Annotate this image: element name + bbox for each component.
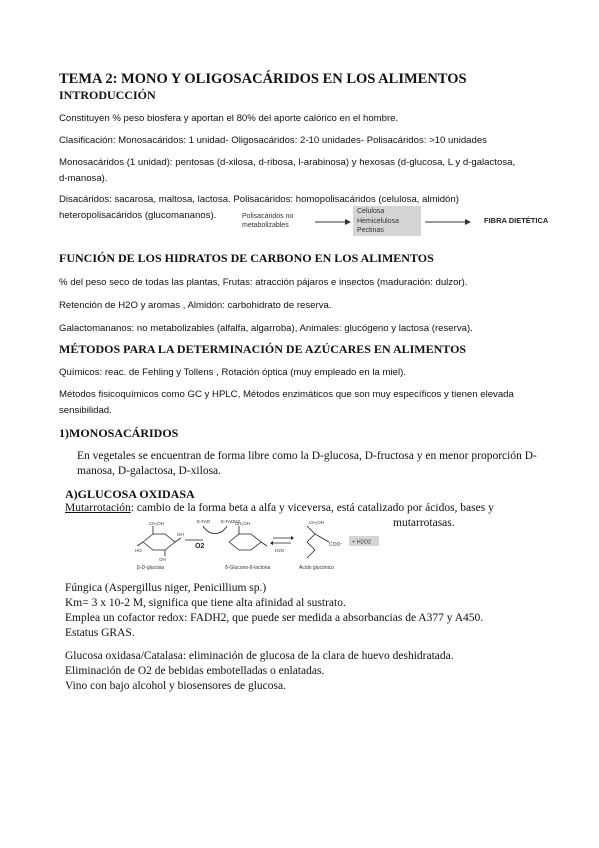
svg-text:OH: OH [177,532,184,537]
intro-paragraph-2: Clasificación: Monosacáridos: 1 unidad- Oligosacáridos: 2-10 unidades- Polisacáridos: >10 unidades [59,135,487,146]
metodos-heading: MÉTODOS PARA LA DETERMINACIÓN DE AZÚCARES EN ALIMENTOS [59,342,467,356]
fibre-components-box [353,206,421,236]
fibre-diagram-label-line-1: Polisacáridos no [242,213,294,220]
properties-line-2: Km= 3 x 10-2 M, significa que tiene alta afinidad al sustrato. [65,597,346,609]
intro-paragraph-4-line-2: heteropolisacáridos (glucomananos). [59,210,217,221]
funcion-heading: FUNCIÓN DE LOS HIDRATOS DE CARBONO EN LOS ALIMENTOS [59,251,434,265]
metodos-paragraph-2-line-1: Métodos fisicoquímicos como GC y HPLC, Métodos enzimáticos que son muy específicos y tienen elevada [59,389,514,400]
monosacaridos-paragraph-line-1: En vegetales se encuentran de forma libre como la D-glucosa, D-fructosa y en menor proporción D- [77,450,537,462]
fibre-diagram-label [242,212,293,230]
mutarrotacion-label: Mutarrotación [65,502,131,514]
intro-paragraph-3-line-2: d-manosa). [59,173,108,184]
properties-line-1: Fúngica (Aspergillus niger, Penicillium sp.) [65,582,267,594]
funcion-paragraph-2: Retención de H2O y aromas , Almidón: carbohidrato de reserva. [59,300,332,311]
scheme-label-lactone: δ-Glucono-δ-lactona [225,565,271,571]
svg-text:COO⁻: COO⁻ [329,542,344,548]
scheme-label-gluconic: Ácido glucónico [299,565,335,571]
properties-line-4: Estatus GRAS. [65,627,135,639]
uses-line-1: Glucosa oxidasa/Catalasa: eliminación de glucosa de la clara de huevo deshidratada. [65,650,454,662]
intro-heading: INTRODUCCIÓN [59,88,156,102]
svg-text:HO: HO [135,548,142,553]
mutarrotacion-line [65,501,494,516]
metodos-paragraph-1: Químicos: reac. de Fehling y Tollens , Rotación óptica (muy empleado en la miel). [59,367,406,378]
gluconolactone-ring [229,526,267,550]
metodos-paragraph-2-line-2: sensibilidad. [59,405,112,416]
beta-d-glucose-ring [137,526,181,556]
scheme-o2: O2 [195,543,205,550]
uses-line-2: Eliminación de O2 de bebidas embotelladas o enlatadas. [65,665,325,677]
funcion-paragraph-1: % del peso seco de todas las plantas, Frutas: atracción pájaros e insectos (maduración: dulzor). [59,277,468,288]
document-title: TEMA 2: MONO Y OLIGOSACÁRIDOS EN LOS ALIMENTOS [59,71,467,87]
monosacaridos-heading: 1)MONOSACÁRIDOS [59,426,179,440]
gluconic-acid-chain [307,526,329,558]
intro-paragraph-3-line-1: Monosacáridos (1 unidad): pentosas (d-xilosa, d-ribosa, l-arabinosa) y hexosas (d-glucosa, L y d-galactosa, [59,157,516,168]
scheme-fad-cycle-arrow [203,526,227,534]
scheme-h2o2: + H2O2 [352,539,372,546]
glucose-oxidase-reaction-scheme [133,516,393,572]
fibre-arrow-1-icon [313,216,353,228]
scheme-label-glucose: β-D-glucosa [137,565,165,571]
mutarrotacion-tail: mutarrotasas. [393,517,455,529]
svg-text:CH₂OH: CH₂OH [235,521,250,526]
fibre-component-celulosa: Celulosa [357,208,385,215]
fibre-arrow-2-icon [423,216,473,228]
scheme-fadh2: E-FADH2 [221,519,241,524]
monosacaridos-paragraph-line-2: manosa, D-galactosa, D-xilosa. [77,465,222,477]
uses-line-3: Vino con bajo alcohol y biosensores de glucosa. [65,680,286,692]
fibre-component-pectinas: Pectinas [357,227,384,234]
funcion-paragraph-3: Galactomananos: no metabolizables (alfalfa, algarroba), Animales: glucógeno y lactosa (reserva). [59,323,473,334]
svg-text:CH₂OH: CH₂OH [309,520,324,525]
glucosa-oxidasa-heading: A)GLUCOSA OXIDASA [65,487,195,501]
scheme-h2o: H2O [275,548,285,553]
fibre-diagram-label-line-2: metabolizables [242,222,289,229]
intro-paragraph-1: Constituyen % peso biosfera y aportan el 80% del aporte calórico en el hombre. [59,113,399,124]
intro-paragraph-4-line-1: Disacáridos: sacarosa, maltosa, lactosa. Polisacáridos: homopolisacáridos (celulosa, almidón) [59,194,459,205]
fibra-dietetica-label: FIBRA DIETÉTICA [484,216,549,225]
svg-text:OH: OH [159,557,166,562]
fibre-component-hemicelulosa: Hemicelulosa [357,217,400,225]
scheme-fad: E-FAD [197,519,211,524]
properties-line-3: Emplea un cofactor redox: FADH2, que puede ser medida a absorbancias de A377 y A450. [65,612,484,624]
mutarrotacion-text: : cambio de la forma beta a alfa y viceversa, está catalizado por ácidos, bases y [130,502,494,514]
svg-text:CH₂OH: CH₂OH [149,521,164,526]
